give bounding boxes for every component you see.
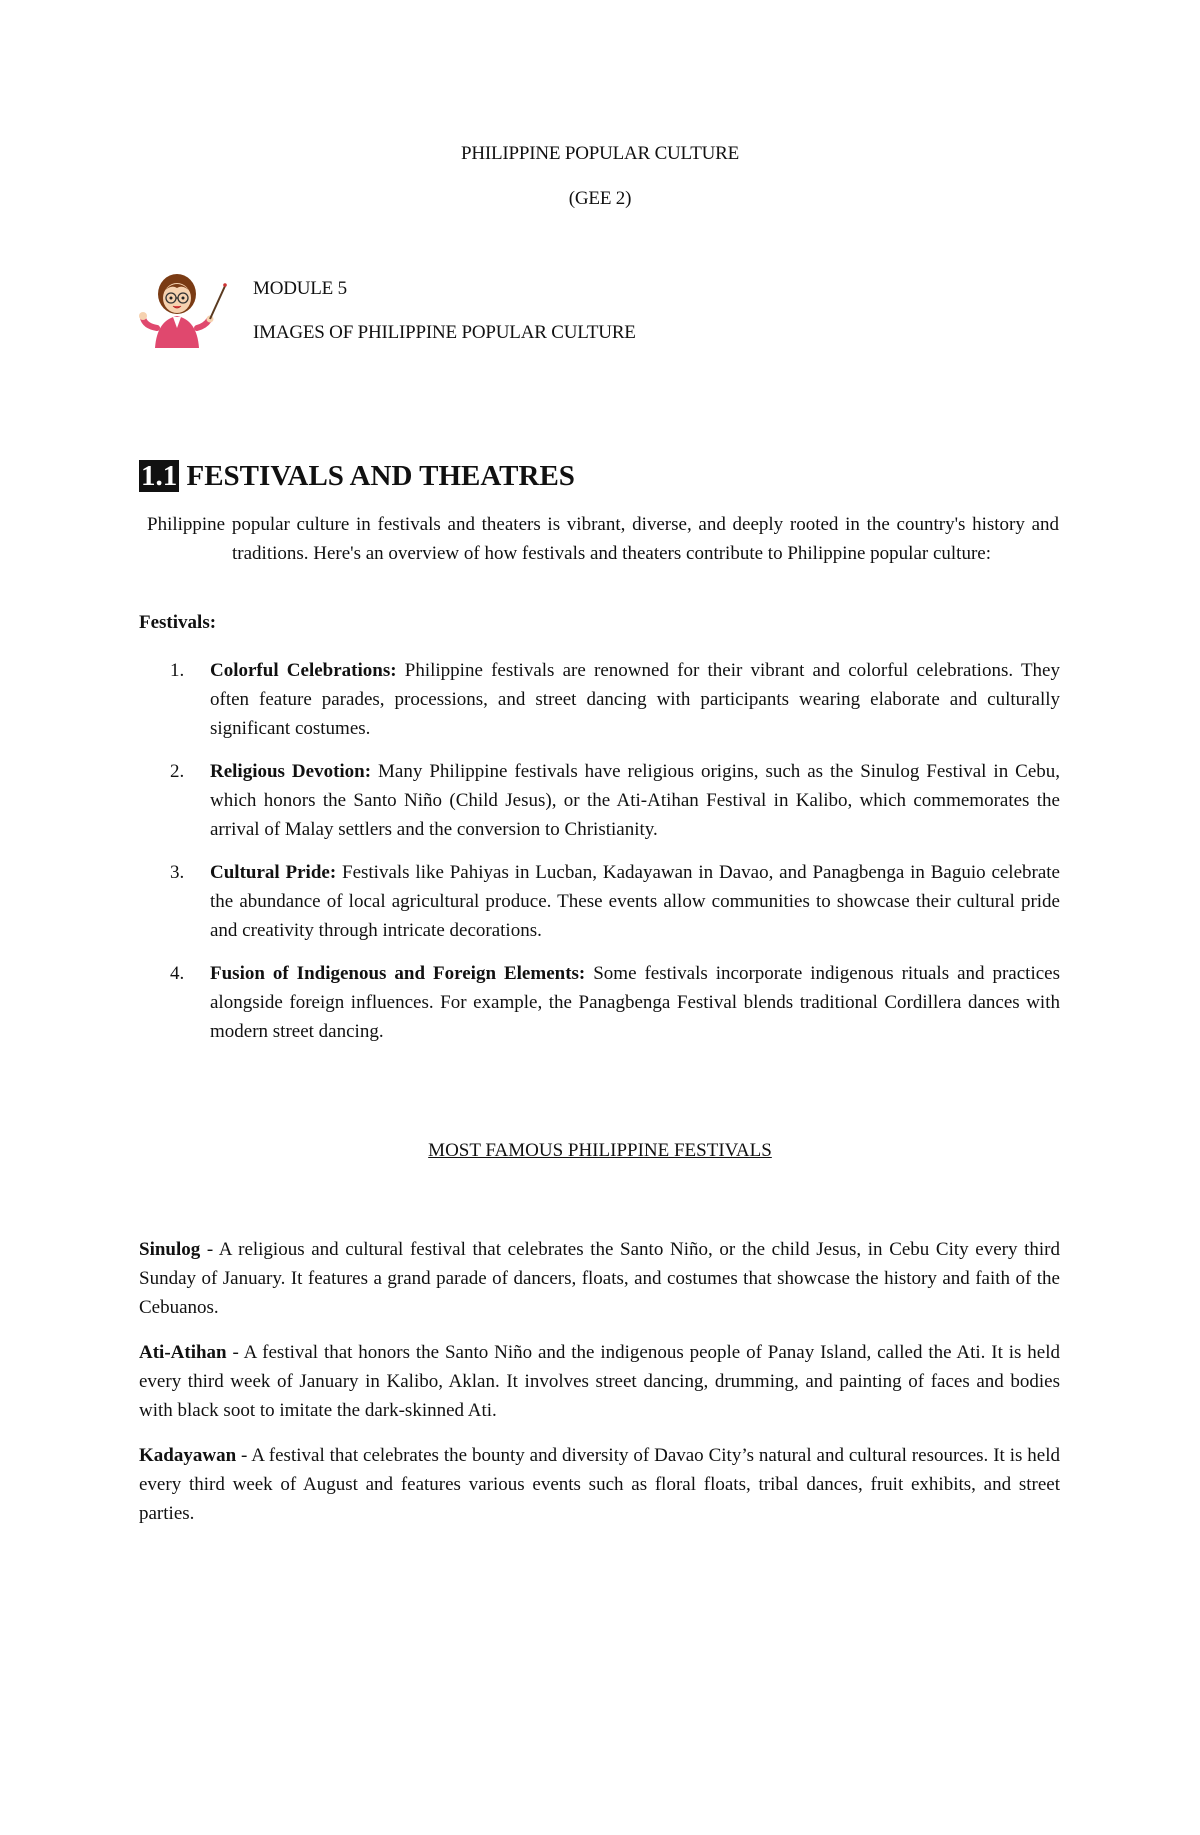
festivals-heading: Festivals: (139, 612, 217, 633)
festival-description: - A festival that celebrates the bounty and diversity of Davao City’s natural and cultural resources. It is held every third week of August and features various events such as floral floats, tribal dances, fruit exhibits, and street parties. (139, 1445, 1060, 1524)
festival-name: Sinulog (139, 1239, 201, 1260)
module-header (139, 270, 939, 350)
list-number: 2. (170, 761, 185, 782)
list-number: 4. (170, 963, 185, 984)
point-text: Festivals like Pahiyas in Lucban, Kadayawan in Davao, and Panagbenga in Baguio celebrate the abundance of local agricultural produce. These events allow communities to showcase their cultural pride and creativity through intricate decorations. (210, 862, 1060, 941)
course-code: (GEE 2) (568, 188, 632, 209)
point-label: Religious Devotion: (210, 761, 372, 782)
point-text: Some festivals incorporate indigenous rituals and practices alongside foreign influences. For example, the Panagbenga Festival blends traditional Cordillera dances with modern street dancing. (210, 963, 1060, 1042)
course-title: PHILIPPINE POPULAR CULTURE (460, 143, 740, 164)
festival-points-list (170, 656, 1060, 1060)
point-text: Many Philippine festivals have religious origins, such as the Sinulog Festival in Cebu, which honors the Santo Niño (Child Jesus), or the Ati-Atihan Festival in Kalibo, which commemorates the arrival of Malay settlers and the conversion to Christianity. (210, 761, 1061, 840)
festival-name: Ati-Atihan (139, 1342, 227, 1363)
famous-festivals-heading: MOST FAMOUS PHILIPPINE FESTIVALS (428, 1140, 772, 1161)
section-title: FESTIVALS AND THEATRES (186, 460, 575, 492)
section-heading (139, 460, 575, 493)
point-label: Colorful Celebrations: (210, 660, 397, 681)
list-item (170, 757, 1060, 844)
list-item (170, 656, 1060, 743)
teacher-with-pointer-icon (139, 270, 227, 350)
module-title: IMAGES OF PHILIPPINE POPULAR CULTURE (253, 322, 636, 343)
festival-entry-ati-atihan (139, 1338, 1060, 1425)
section-number: 1.1 (141, 460, 178, 492)
list-item (170, 959, 1060, 1046)
festival-entry-sinulog (139, 1235, 1060, 1322)
point-label: Fusion of Indigenous and Foreign Elements: (210, 963, 586, 984)
section-intro: Philippine popular culture in festivals and theaters is vibrant, diverse, and deeply rooted in the country's history and traditions. Here's an overview of how festivals and theaters contribute to Philippine popular culture: (147, 514, 1059, 564)
module-number: MODULE 5 (253, 278, 347, 299)
list-number: 1. (170, 660, 185, 681)
list-number: 3. (170, 862, 185, 883)
festival-description: - A religious and cultural festival that celebrates the Santo Niño, or the child Jesus, in Cebu City every third Sunday of January. It features a grand parade of dancers, floats, and costumes that showcase the history and faith of the Cebuanos. (139, 1239, 1060, 1318)
point-text: Philippine festivals are renowned for their vibrant and colorful celebrations. They often feature parades, processions, and street dancing with participants wearing elaborate and culturally significant costumes. (210, 660, 1060, 739)
list-item (170, 858, 1060, 945)
point-label: Cultural Pride: (210, 862, 337, 883)
festival-description: - A festival that honors the Santo Niño and the indigenous people of Panay Island, called the Ati. It is held every third week of January in Kalibo, Aklan. It involves street dancing, drumming, and painting of faces and bodies with black soot to imitate the dark-skinned Ati. (139, 1342, 1060, 1421)
festival-entry-kadayawan (139, 1441, 1060, 1528)
festival-name: Kadayawan (139, 1445, 237, 1466)
